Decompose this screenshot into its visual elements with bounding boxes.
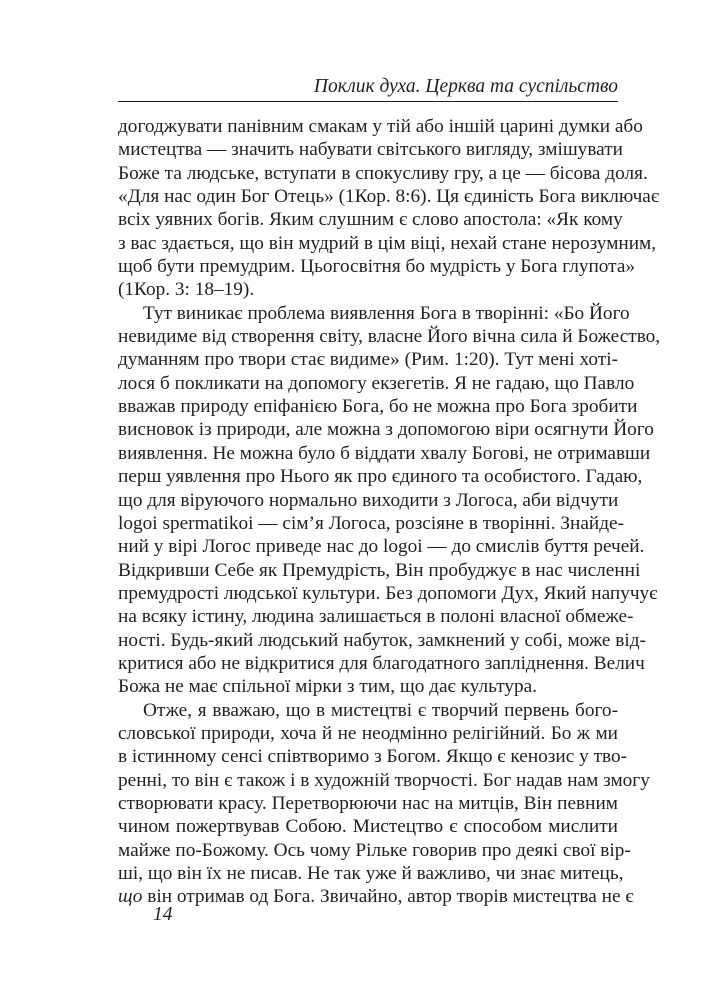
- text-line: ності. Будь-який людський набуток, замкнений у собі, може від-: [118, 629, 646, 651]
- text-line: мистецтва — значить набувати світського вигляду, змішувати: [118, 139, 623, 161]
- text-fragment: він отримав од Бога. Звичайно, автор творів мистецтва не є: [142, 886, 634, 908]
- text-line: лося б покликати на допомогу екзегетів. Я не гадаю, що Павло: [118, 372, 635, 394]
- text-line: Божа не має спільної мірки з тим, що дає культура.: [118, 676, 538, 698]
- text-line: в істинному сенсі співтворимо з Богом. Якщо є кенозис у тво-: [118, 746, 628, 768]
- paragraph-2: [118, 302, 661, 699]
- text-line: з вас здається, що він мудрий в цім віці, нехай стане нерозумним,: [118, 232, 657, 254]
- text-line: догоджувати панівним смакам у тій або іншій царині думки або: [118, 116, 643, 137]
- text-line: Відкривши Себе як Премудрість, Він пробуджує в нас численні: [118, 559, 641, 581]
- text-line: ний у вірі Логос приведе нас до logoi — до смислів буття речей.: [118, 536, 645, 558]
- text-line: щоб бути премудрим. Цьогосвітня бо мудрість у Бога глупота»: [118, 256, 636, 278]
- text-line: вважав природу епіфанією Бога, бо не можна про Бога зробити: [118, 396, 638, 418]
- text-line-with-emphasis: [118, 885, 634, 908]
- text-line: «Для нас один Бог Отець» (1Кор. 8:6). Ця єдиність Бога виключає: [118, 186, 660, 208]
- text-line: створювати красу. Перетворюючи нас на митців, Він певним: [118, 792, 618, 814]
- text-line: що для віруючого нормально виходити з Логоса, аби відчути: [118, 489, 619, 511]
- text-line: logoi spermatikoi — сім’я Логоса, розсіяне в творінні. Знайде-: [118, 512, 625, 534]
- text-line: ші, що він їх не писав. Не так уже й важливо, чи знає митець,: [118, 863, 624, 884]
- text-line: премудрості людської культури. Без допомоги Дух, Який напучує: [118, 582, 658, 604]
- page-number: 14: [153, 904, 173, 925]
- emphasis-word: що: [118, 886, 143, 908]
- text-line: (1Кор. 3: 18–19).: [118, 279, 255, 301]
- text-line: висновок із природи, але можна з допомогою віри осягнути Його: [118, 419, 654, 441]
- text-line: Отже, я вважаю, що в мистецтві є творчий первень бого-: [143, 699, 618, 721]
- text-line: ренні, то він є також і в художній творчості. Бог надав нам змогу: [118, 769, 650, 791]
- text-line: Боже та людське, вступати в спокусливу гру, а це — бісова доля.: [118, 162, 648, 184]
- paragraph-1: [118, 115, 660, 302]
- text-line: виявлення. Не можна було б віддати хвалу Богові, не отримавши: [118, 442, 651, 464]
- body-text: [118, 115, 661, 909]
- text-line: думанням про твори стає видиме» (Рим. 1:20). Тут мені хоті-: [118, 349, 618, 371]
- text-line: Тут виникає проблема виявлення Бога в творінні: «Бо Його: [143, 302, 630, 324]
- text-line: словської природи, хоча й не неодмінно релігійний. Бо ж ми: [118, 722, 618, 744]
- text-line: перш уявлення про Нього як про єдиного та особистого. Гадаю,: [118, 466, 643, 488]
- text-line: майже по-Божому. Ось чому Рільке говорив про деякі свої вір-: [118, 839, 631, 861]
- text-line: на всяку істину, людина залишається в полоні власної обмеже-: [118, 606, 634, 628]
- text-line: критися або не відкритися для благодатного запліднення. Велич: [118, 652, 645, 674]
- paragraph-3: [118, 699, 650, 909]
- running-head: Поклик духа. Церква та суспільство: [313, 76, 618, 97]
- text-line: чином пожертвував Собою. Мистецтво є способом мислити: [118, 816, 618, 838]
- text-line: невидиме від створення світу, власне Його вічна сила й Божество,: [118, 326, 661, 348]
- text-line: всіх уявних богів. Яким слушним є слово апостола: «Як кому: [118, 209, 623, 231]
- header-rule: [118, 101, 618, 102]
